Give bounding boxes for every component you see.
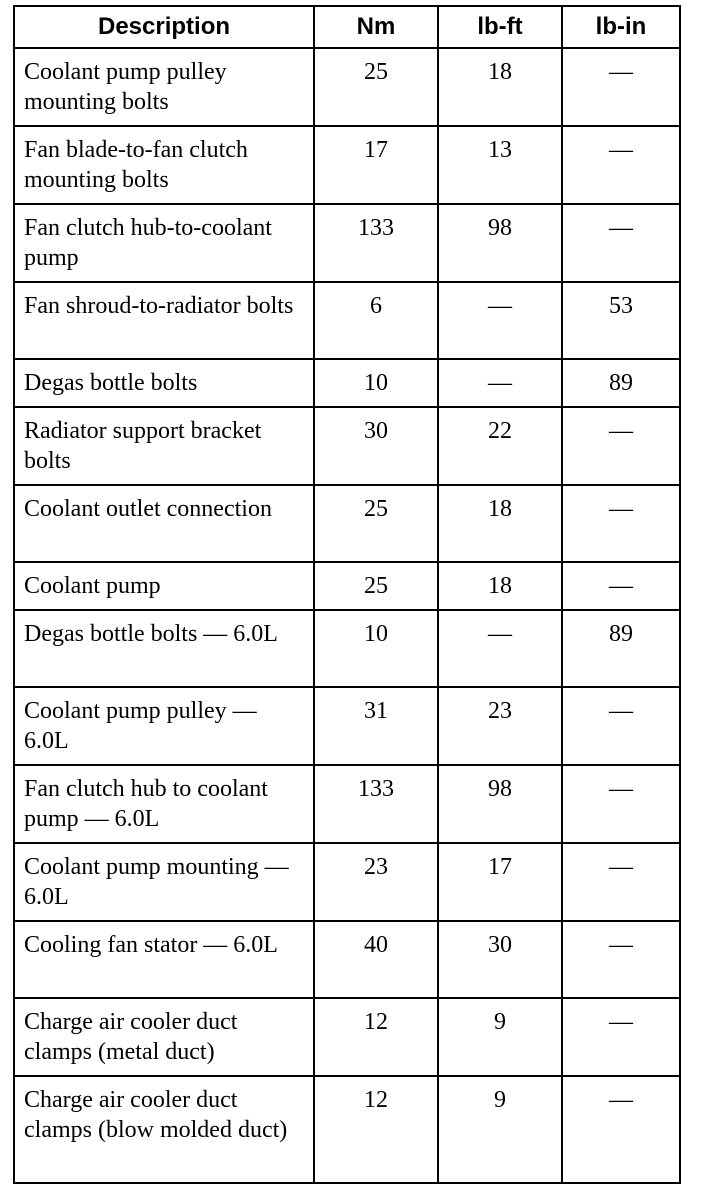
row-lbin: — (562, 843, 680, 921)
row-lbft: 30 (438, 921, 562, 998)
row-nm: 12 (314, 1076, 438, 1183)
row-nm: 23 (314, 843, 438, 921)
column-header-lbft: lb-ft (438, 6, 562, 48)
row-lbft: — (438, 282, 562, 359)
row-description: Coolant outlet connection (14, 485, 314, 562)
row-nm: 17 (314, 126, 438, 204)
row-lbft: 23 (438, 687, 562, 765)
table-row (14, 998, 680, 1076)
column-header-lbin: lb-in (562, 6, 680, 48)
row-nm: 133 (314, 204, 438, 282)
row-nm: 133 (314, 765, 438, 843)
row-description: Radiator support bracket bolts (14, 407, 314, 485)
table-row (14, 687, 680, 765)
row-description: Charge air cooler duct clamps (metal duct) (14, 998, 314, 1076)
row-description: Coolant pump (14, 562, 314, 610)
row-lbin: — (562, 562, 680, 610)
row-lbin: — (562, 687, 680, 765)
torque-spec-table (13, 5, 681, 1184)
table-row (14, 407, 680, 485)
row-nm: 25 (314, 485, 438, 562)
table-row (14, 282, 680, 359)
row-lbft: 98 (438, 204, 562, 282)
table-row (14, 765, 680, 843)
row-nm: 25 (314, 562, 438, 610)
row-lbin: 53 (562, 282, 680, 359)
row-lbft: 17 (438, 843, 562, 921)
row-lbin: — (562, 921, 680, 998)
row-lbft: 98 (438, 765, 562, 843)
row-nm: 6 (314, 282, 438, 359)
row-lbft: 18 (438, 562, 562, 610)
row-lbin: — (562, 126, 680, 204)
table-row (14, 485, 680, 562)
row-nm: 10 (314, 359, 438, 407)
row-lbin: — (562, 1076, 680, 1183)
table-row (14, 359, 680, 407)
row-lbin: — (562, 765, 680, 843)
table-row (14, 843, 680, 921)
row-lbft: — (438, 359, 562, 407)
row-description: Fan shroud-to-radiator bolts (14, 282, 314, 359)
table-row (14, 610, 680, 687)
row-description: Fan clutch hub-to-coolant pump (14, 204, 314, 282)
row-lbin: — (562, 48, 680, 126)
row-lbin: 89 (562, 610, 680, 687)
row-description: Cooling fan stator — 6.0L (14, 921, 314, 998)
table-row (14, 1076, 680, 1183)
row-description: Degas bottle bolts — 6.0L (14, 610, 314, 687)
table-row (14, 126, 680, 204)
row-description: Fan blade-to-fan clutch mounting bolts (14, 126, 314, 204)
row-description: Charge air cooler duct clamps (blow molded duct) (14, 1076, 314, 1183)
row-nm: 12 (314, 998, 438, 1076)
row-lbft: 18 (438, 485, 562, 562)
row-lbft: 9 (438, 998, 562, 1076)
row-lbin: — (562, 204, 680, 282)
row-description: Fan clutch hub to coolant pump — 6.0L (14, 765, 314, 843)
row-description: Degas bottle bolts (14, 359, 314, 407)
column-header-description: Description (14, 6, 314, 48)
row-nm: 31 (314, 687, 438, 765)
row-nm: 10 (314, 610, 438, 687)
row-description: Coolant pump pulley — 6.0L (14, 687, 314, 765)
row-lbft: 18 (438, 48, 562, 126)
row-nm: 30 (314, 407, 438, 485)
table-header-row (14, 6, 680, 48)
row-lbft: 22 (438, 407, 562, 485)
row-description: Coolant pump pulley mounting bolts (14, 48, 314, 126)
row-lbin: — (562, 407, 680, 485)
row-lbin: — (562, 485, 680, 562)
row-nm: 40 (314, 921, 438, 998)
row-lbft: 13 (438, 126, 562, 204)
table-row (14, 48, 680, 126)
row-lbin: 89 (562, 359, 680, 407)
column-header-nm: Nm (314, 6, 438, 48)
table-row (14, 204, 680, 282)
row-lbft: 9 (438, 1076, 562, 1183)
row-nm: 25 (314, 48, 438, 126)
table-row (14, 562, 680, 610)
row-lbft: — (438, 610, 562, 687)
row-lbin: — (562, 998, 680, 1076)
row-description: Coolant pump mounting — 6.0L (14, 843, 314, 921)
table-row (14, 921, 680, 998)
